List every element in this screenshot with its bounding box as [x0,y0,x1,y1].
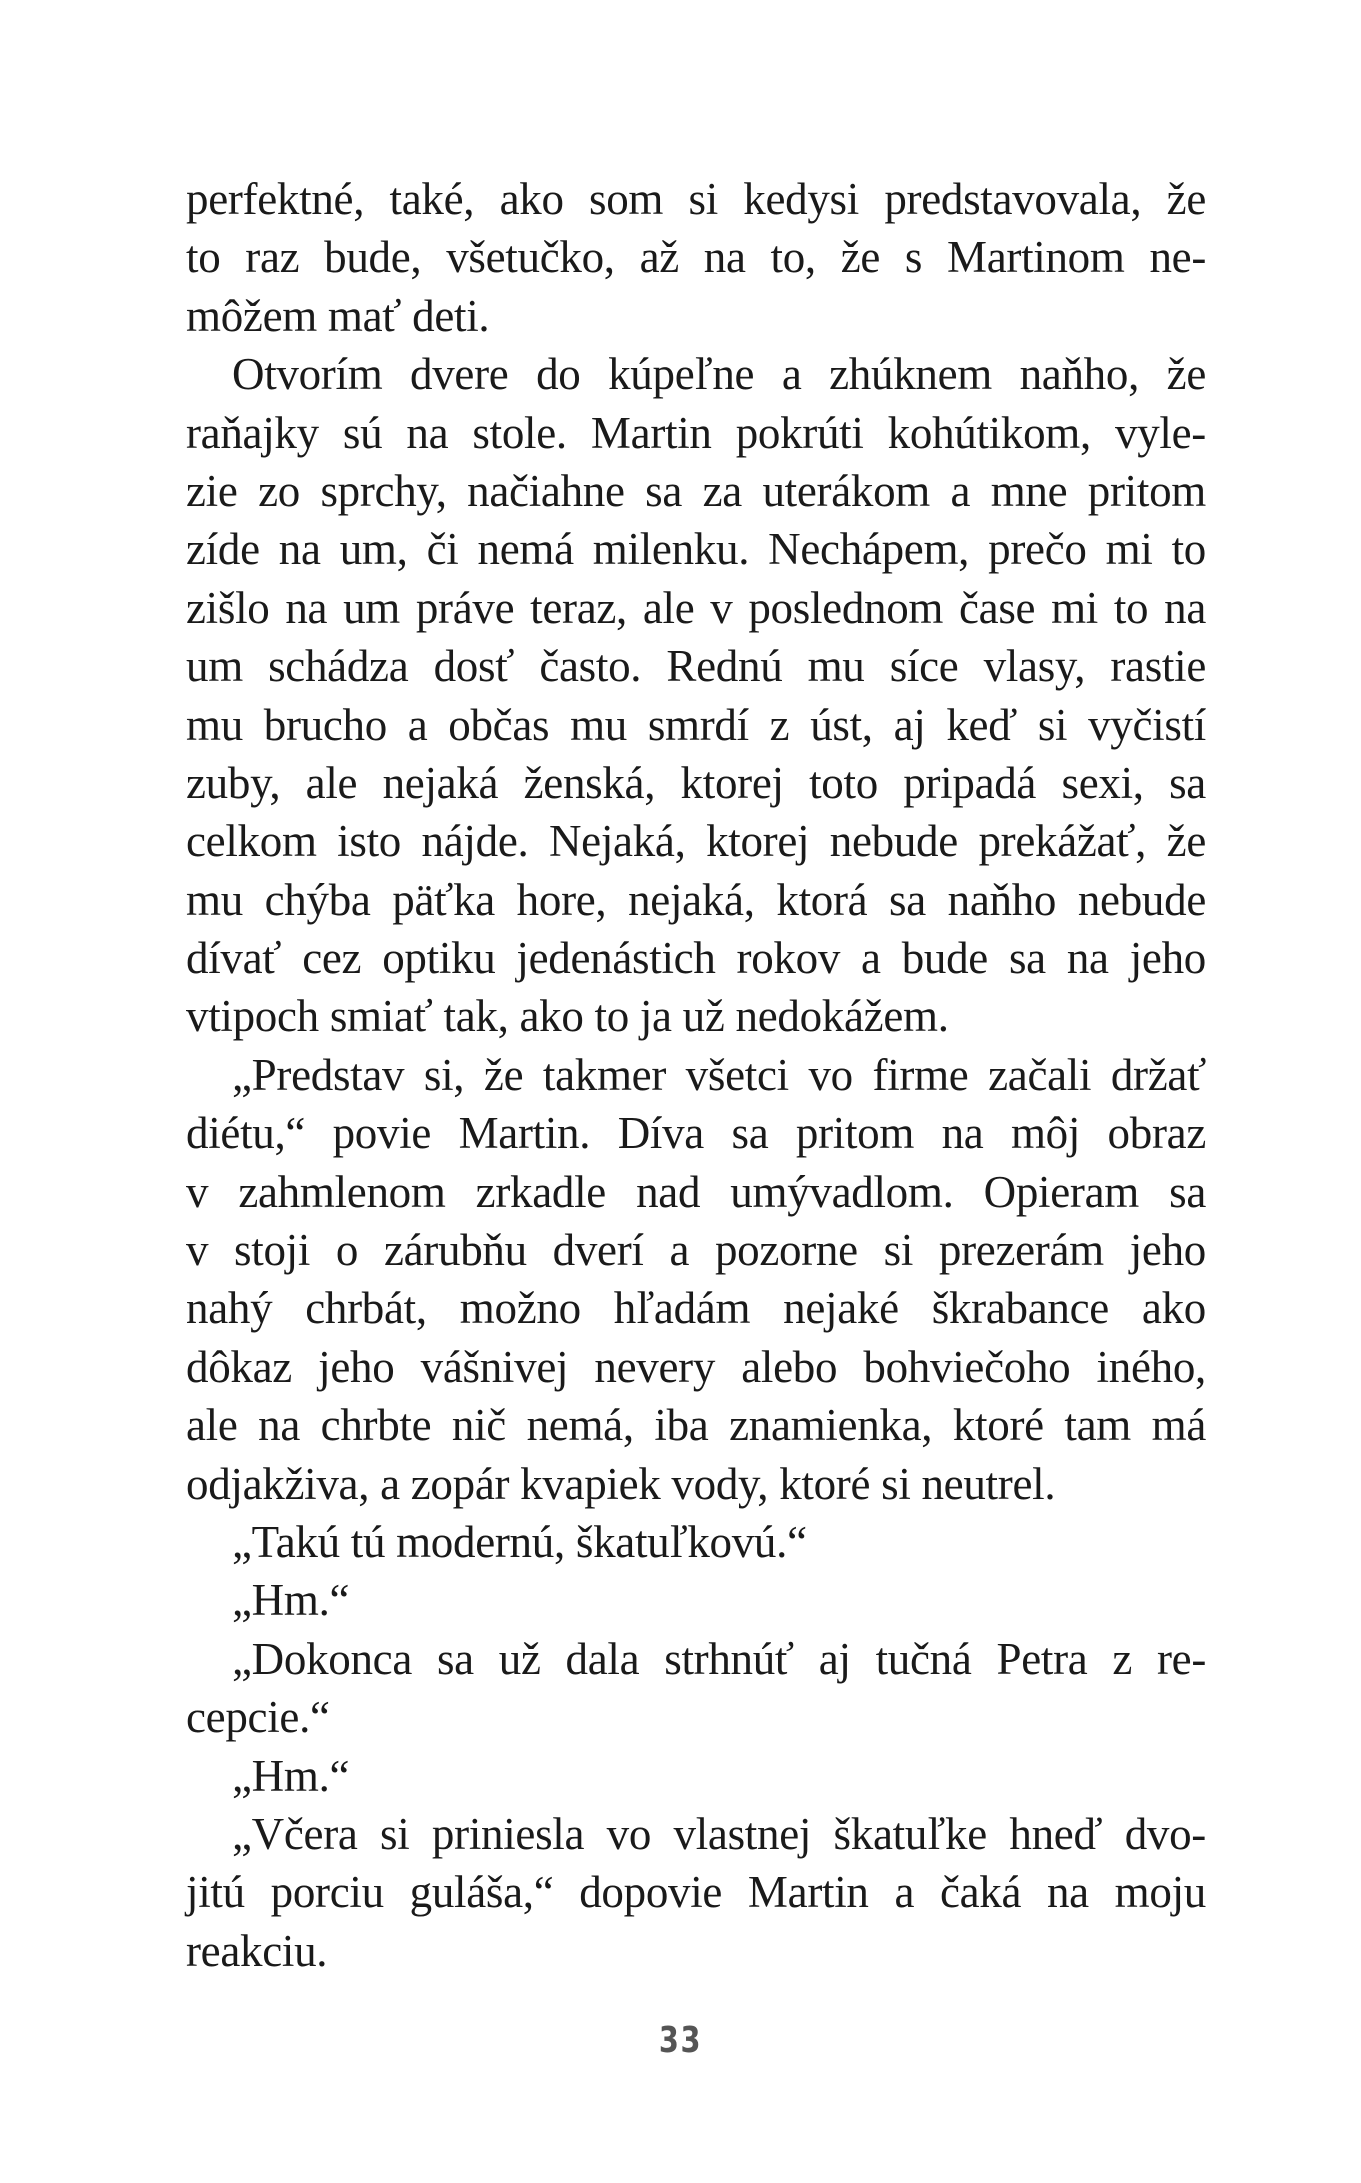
body-text [186,170,1206,1980]
text-line: diétu,“ povie Martin. Díva sa pritom na môj obraz [186,1108,1206,1159]
text-line: dôkaz jeho vášnivej nevery alebo bohviečoho iného, [186,1341,1206,1392]
text-line: Otvorím dvere do kúpeľne a zhúknem naňho, že [232,349,1206,400]
text-line: zíde na um, či nemá milenku. Nechápem, prečo mi to [186,524,1206,575]
text-line: celkom isto nájde. Nejaká, ktorej nebude prekážať, že [186,816,1206,867]
text-line: zie zo sprchy, načiahne sa za uterákom a mne pritom [186,465,1206,516]
text-line: to raz bude, všetučko, až na to, že s Martinom ne- [186,232,1206,283]
text-line: raňajky sú na stole. Martin pokrúti kohútikom, vyle- [186,407,1206,458]
text-line: reakciu. [186,1925,328,1976]
text-line: perfektné, také, ako som si kedysi predstavovala, že [186,174,1206,224]
text-line: mu chýba päťka hore, nejaká, ktorá sa naňho nebude [186,874,1206,925]
text-line: odjakživa, a zopár kvapiek vody, ktoré si neutrel. [186,1458,1056,1509]
page-number: 33 [658,2020,703,2061]
text-line: um schádza dosť často. Rednú mu síce vlasy, rastie [186,641,1206,692]
text-line: „Dokonca sa už dala strhnúť aj tučná Petra z re- [232,1633,1206,1684]
text-line: dívať cez optiku jedenástich rokov a bude sa na jeho [186,933,1206,984]
text-line: v stoji o zárubňu dverí a pozorne si prezerám jeho [186,1225,1206,1276]
text-line: zuby, ale nejaká ženská, ktorej toto pripadá sexi, sa [186,757,1206,808]
text-line: „Takú tú modernú, škatuľkovú.“ [232,1516,807,1567]
text-line: nahý chrbát, možno hľadám nejaké škrabance ako [186,1283,1206,1334]
text-line: „Predstav si, že takmer všetci vo firme začali držať [232,1049,1206,1100]
text-line: jitú porciu guláša,“ dopovie Martin a čaká na moju [186,1867,1206,1918]
text-line: mu brucho a občas mu smrdí z úst, aj keď si vyčistí [186,699,1206,750]
text-line: zišlo na um práve teraz, ale v poslednom čase mi to na [186,582,1206,633]
text-line: môžem mať deti. [186,290,490,341]
text-line: v zahmlenom zrkadle nad umývadlom. Opieram sa [186,1166,1206,1217]
text-line: cepcie.“ [186,1692,330,1743]
text-line: vtipoch smiať tak, ako to ja už nedokážem. [186,991,949,1042]
text-line: „Hm.“ [232,1750,350,1801]
text-line: „Včera si priniesla vo vlastnej škatuľke hneď dvo- [232,1808,1206,1859]
text-line: ale na chrbte nič nemá, iba znamienka, ktoré tam má [186,1400,1206,1451]
text-line: „Hm.“ [232,1575,350,1626]
